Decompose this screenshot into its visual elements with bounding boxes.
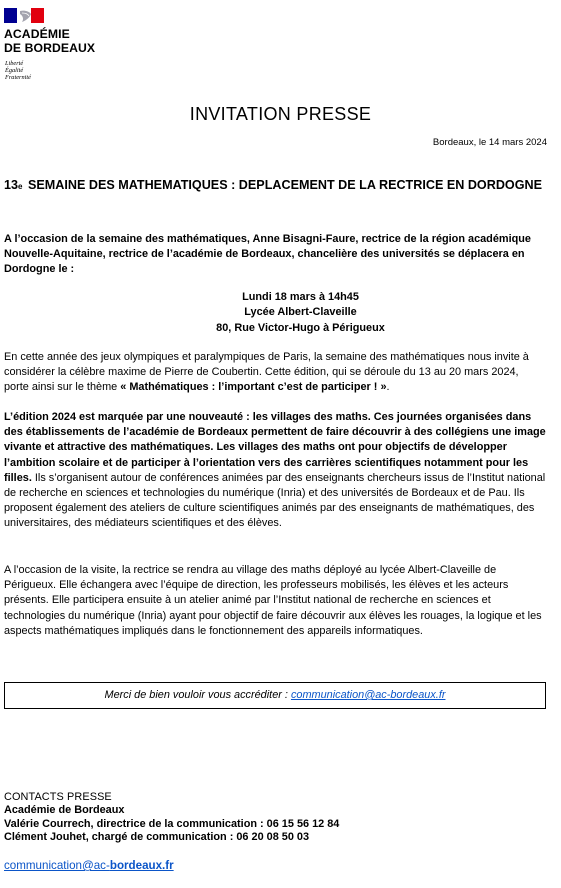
contact-email-prefix[interactable]: communication@ac- (4, 859, 110, 872)
motto-fraternite: Fraternité (5, 74, 31, 82)
event-date: Lundi 18 mars à 14h45 (242, 291, 359, 303)
accreditation-email-link[interactable]: communication@ac-bordeaux.fr (290, 689, 446, 701)
brand-name (4, 27, 95, 55)
villages-paragraph (4, 410, 546, 532)
accreditation-box (4, 682, 546, 709)
villages-bold-text: L’édition 2024 est marquée par une nouveauté : les villages des maths. Ces journées organisées dans des établissements de l’académie de Bordeaux permettent de faire découvrir à des collégiens une image vivante et attractive des mathématiques. Les villages des maths ont pour objectifs de développer l’ambition scolaire et de participer à l’orientation vers des carrières scientifiques notamment pour les filles. (4, 411, 546, 484)
theme-paragraph (4, 350, 546, 396)
motto-egalite: Égalité (5, 67, 24, 75)
contact-2: Clément Jouhet, chargé de communication : 06 20 08 50 03 (4, 830, 310, 843)
theme-text: En cette année des jeux olympiques et paralympiques de Paris, la semaine des mathématiques nous invite à considérer la célèbre maxime de Pierre de Coubertin. Cette édition, qui se déroule du 13 au 20 mars 2024, porte ainsi sur le thème (4, 351, 529, 394)
document-date: Bordeaux, le 14 mars 2024 (432, 137, 547, 148)
contact-1: Valérie Courrech, directrice de la communication : 06 15 56 12 84 (4, 817, 340, 830)
brand-line-1: ACADÉMIE (4, 27, 70, 41)
event-place: Lycée Albert-Claveille (244, 306, 357, 319)
event-address: 80, Rue Victor-Hugo à Périgueux (216, 321, 385, 334)
headline-number: 13 (4, 178, 19, 192)
visit-paragraph: A l’occasion de la visite, la rectrice se rendra au village des maths déployé au lycée Albert-Claveille de Périgueux. Elle échangera avec l’équipe de direction, les professeurs mobilisés, les élèves et les acteurs présents. Elle participera ensuite à un atelier animé par l’Institut national de recherche en sciences et technologies du numérique (Inria) ayant pour objectif de faire découvrir aux élèves les rouages, la logique et les aspects mathématiques impliqués dans le fonctionnement des appareils informatiques. (4, 564, 542, 637)
theme-end: . (386, 381, 390, 394)
headline-ordinal: e (18, 182, 23, 191)
intro-paragraph: A l’occasion de la semaine des mathématiques, Anne Bisagni-Faure, rectrice de la région académique Nouvelle-Aquitaine, rectrice de l’académie de Bordeaux, chancelière des universités se déplacera en Dordogne le : (4, 233, 531, 276)
event-details (0, 290, 561, 336)
republic-motto (5, 60, 31, 82)
contacts-heading: CONTACTS PRESSE (4, 791, 112, 803)
press-contacts (4, 791, 339, 844)
villages-text: Ils s’organisent autour de conférences animées par des enseignants chercheurs issus de l’Institut national de recherche en sciences et technologies du numérique (Inria) et des universités de Bordeaux et de Pau. Ils proposent également des ateliers de culture scientifiques animés par des enseignants de mathématiques, des universitaires, des médiateurs scientifiques et des élèves. (4, 471, 546, 530)
motto-liberte: Liberté (5, 60, 24, 67)
contact-email-link[interactable] (4, 859, 174, 872)
marianne-logo-icon (4, 8, 44, 23)
theme-name: « Mathématiques : l’important c’est de participer ! » (120, 381, 387, 394)
contact-email-domain[interactable]: bordeaux.fr (109, 859, 174, 872)
accreditation-text: Merci de bien vouloir vous accréditer : (104, 689, 291, 701)
contacts-org: Académie de Bordeaux (4, 804, 125, 817)
headline (4, 177, 544, 194)
headline-text: SEMAINE DES MATHEMATIQUES : DEPLACEMENT DE LA RECTRICE EN DORDOGNE (27, 178, 542, 192)
document-title: INVITATION PRESSE (189, 104, 372, 124)
brand-line-2: DE BORDEAUX (4, 41, 96, 55)
